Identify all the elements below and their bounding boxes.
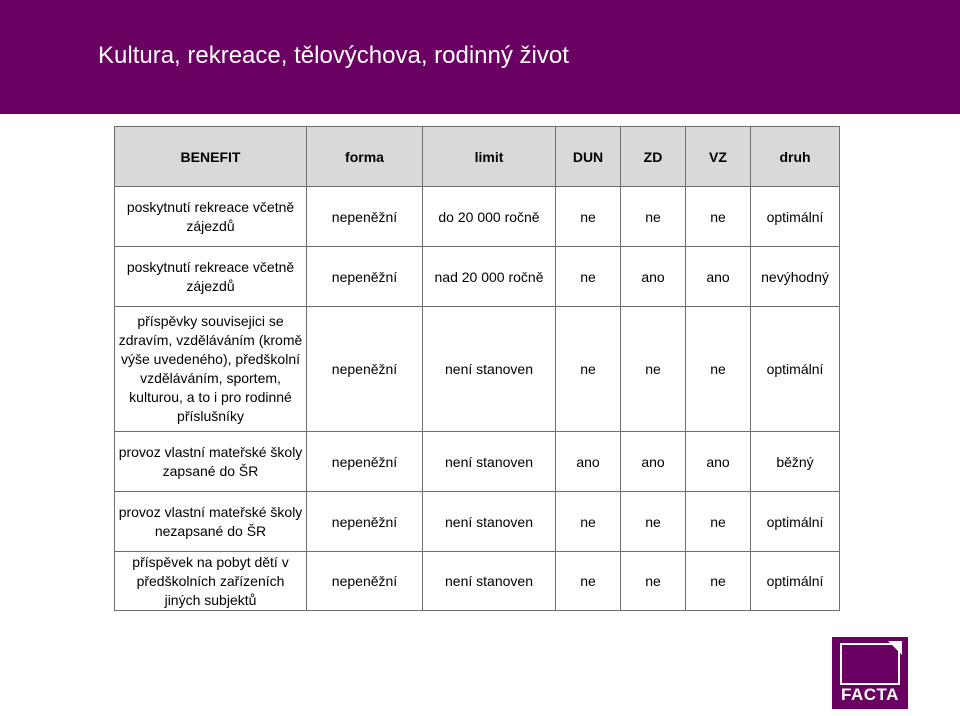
logo-fold-icon [888, 641, 902, 655]
logo-text: FACTA [841, 685, 899, 704]
limit-cell: nad 20 000 ročně [423, 247, 556, 307]
vz-cell: ne [686, 307, 751, 432]
benefit-label: příspěvek na pobyt dětí v předškolních zařízeních jiných subjektů [132, 553, 289, 608]
benefit-label: poskytnutí rekreace včetně zájezdů [126, 198, 295, 234]
benefit-label: poskytnutí rekreace včetně zájezdů [126, 258, 295, 294]
benefit-cell [115, 187, 307, 247]
header-forma: forma [307, 127, 423, 187]
limit-cell: není stanoven [423, 552, 556, 611]
benefit-cell [115, 247, 307, 307]
forma-cell: nepeněžní [307, 187, 423, 247]
table-row [115, 492, 840, 552]
benefit-label: příspěvky souvisejici se zdravím, vzděláváním (kromě výše uvedeného), předškolní vzděláváním, sportem, kulturou, a to i pro rodinné příslušníky [118, 313, 303, 424]
druh-cell: optimální [751, 307, 840, 432]
benefit-cell [115, 492, 307, 552]
forma-cell: nepeněžní [307, 552, 423, 611]
dun-cell: ne [556, 492, 621, 552]
limit-cell: není stanoven [423, 307, 556, 432]
vz-cell: ano [686, 247, 751, 307]
benefit-cell [115, 432, 307, 492]
vz-cell: ne [686, 552, 751, 611]
table-header-row [115, 127, 840, 187]
dun-cell: ne [556, 247, 621, 307]
benefit-cell [115, 307, 307, 432]
table-row [115, 187, 840, 247]
zd-cell: ne [621, 552, 686, 611]
header-limit: limit [423, 127, 556, 187]
vz-cell: ne [686, 492, 751, 552]
header-zd: ZD [621, 127, 686, 187]
limit-cell: není stanoven [423, 492, 556, 552]
table-row [115, 432, 840, 492]
benefits-table [114, 126, 840, 611]
limit-cell: do 20 000 ročně [423, 187, 556, 247]
slide-title: Kultura, rekreace, tělovýchova, rodinný život [98, 42, 569, 69]
druh-cell: optimální [751, 552, 840, 611]
zd-cell: ano [621, 247, 686, 307]
header-dun: DUN [556, 127, 621, 187]
dun-cell: ano [556, 432, 621, 492]
forma-cell: nepeněžní [307, 247, 423, 307]
header-vz: VZ [686, 127, 751, 187]
table-row [115, 307, 840, 432]
zd-cell: ne [621, 307, 686, 432]
dun-cell: ne [556, 552, 621, 611]
vz-cell: ne [686, 187, 751, 247]
zd-cell: ne [621, 187, 686, 247]
forma-cell: nepeněžní [307, 492, 423, 552]
benefit-label: provoz vlastní mateřské školy nezapsané do ŠR [118, 503, 303, 539]
dun-cell: ne [556, 187, 621, 247]
table-row [115, 247, 840, 307]
druh-cell: běžný [751, 432, 840, 492]
forma-cell: nepeněžní [307, 307, 423, 432]
druh-cell: optimální [751, 492, 840, 552]
limit-cell: není stanoven [423, 432, 556, 492]
zd-cell: ano [621, 432, 686, 492]
facta-logo [832, 637, 908, 709]
title-bar [0, 0, 960, 114]
benefit-cell [115, 552, 307, 611]
forma-cell: nepeněžní [307, 432, 423, 492]
header-benefit: BENEFIT [115, 127, 307, 187]
vz-cell: ano [686, 432, 751, 492]
druh-cell: nevýhodný [751, 247, 840, 307]
table-row [115, 552, 840, 611]
dun-cell: ne [556, 307, 621, 432]
druh-cell: optimální [751, 187, 840, 247]
benefit-label: provoz vlastní mateřské školy zapsané do ŠR [118, 443, 303, 479]
zd-cell: ne [621, 492, 686, 552]
header-druh: druh [751, 127, 840, 187]
